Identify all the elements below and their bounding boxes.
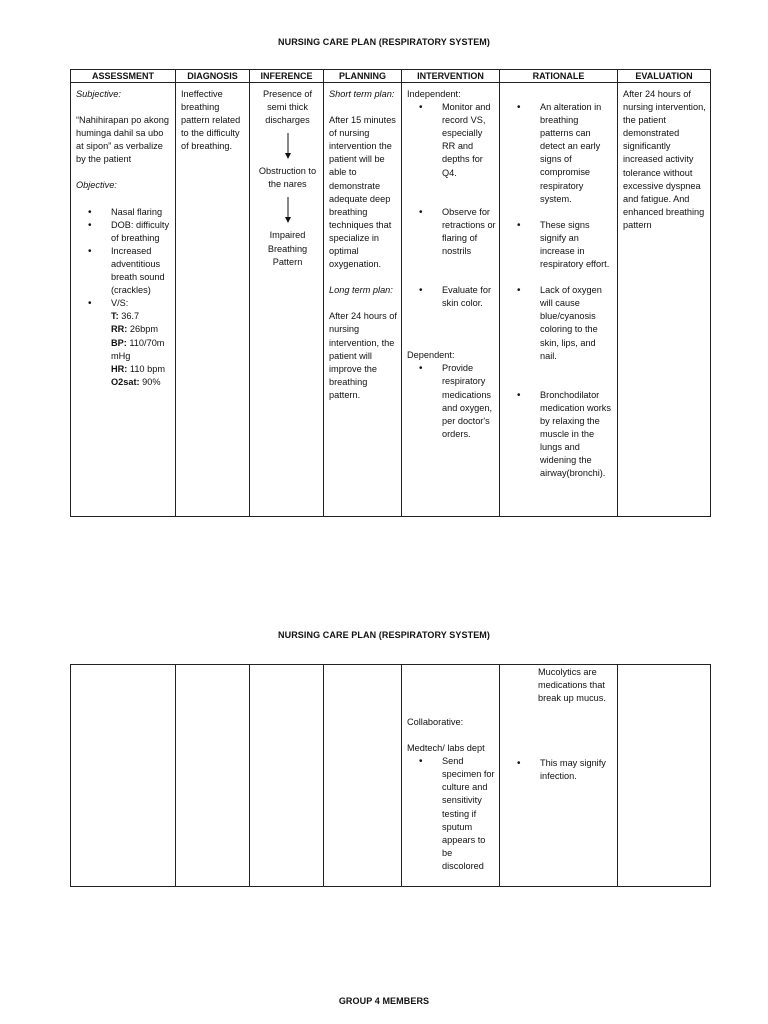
long-term-label: Long term plan: <box>329 285 393 296</box>
long-term-text: After 24 hours of nursing intervention, the patient will improve the breathing pattern. <box>329 311 397 400</box>
inference-step: Obstruction to the nares <box>258 166 317 190</box>
list-item: • These signs signify an increase in respiratory effort. <box>505 219 614 271</box>
rationale-list <box>505 101 614 206</box>
evaluation-text: After 24 hours of nursing intervention, the patient demonstrated significantly increased activity tolerance without excessive dyspnea and fatigue. And enhanced breathing pattern <box>623 89 706 230</box>
collaborative-label: Collaborative: <box>407 717 464 727</box>
department-label: Medtech/ labs dept <box>407 743 485 754</box>
vital-signs-label: V/S: <box>111 298 129 309</box>
list-item: • Bronchodilator medication works by relaxing the muscle in the lungs and widening the airway(bronchi). <box>505 389 614 481</box>
inference-step: Impaired Breathing Pattern <box>267 230 308 267</box>
header-inference: INFERENCE <box>250 70 324 83</box>
header-diagnosis: DIAGNOSIS <box>176 70 250 83</box>
diagnosis-cell <box>176 665 250 887</box>
objective-list <box>76 206 172 389</box>
page-title: NURSING CARE PLAN (RESPIRATORY SYSTEM) <box>278 37 490 47</box>
list-item: • An alteration in breathing patterns can detect an early signs of compromise respiratory system. <box>505 101 614 206</box>
arrow-down-icon <box>283 133 293 159</box>
patient-quote: “Nahihirapan po akong huminga dahil sa ubo at sipon” as verbalize by the patient <box>76 115 169 165</box>
diagnosis-text: Ineffective breathing pattern related to the difficulty of breathing. <box>181 89 241 152</box>
assessment-cell <box>71 665 176 887</box>
intervention-cell <box>402 665 500 887</box>
subjective-label: Subjective: <box>76 89 121 99</box>
list-item: • This may signify infection. <box>505 757 614 783</box>
care-plan-table-2 <box>70 664 711 887</box>
short-term-label: Short term plan: <box>329 89 395 99</box>
header-rationale: RATIONALE <box>500 70 618 83</box>
vital-rr: RR: 26bpm <box>111 324 158 335</box>
list-item <box>76 297 172 389</box>
header-intervention: INTERVENTION <box>402 70 500 83</box>
list-item: • DOB: difficulty of breathing <box>76 219 172 245</box>
short-term-text: After 15 minutes of nursing intervention the patient will be able to demonstrate adequate deep breathing techniques that specialize in optimal oxygenation. <box>329 115 396 270</box>
independent-list <box>407 101 496 180</box>
vital-bp: BP: 110/70mmHg <box>111 337 165 361</box>
diagnosis-cell <box>176 83 250 517</box>
list-item: • Provide respiratory medications and oxygen, per doctor's orders. <box>407 362 496 441</box>
header-assessment: ASSESSMENT <box>71 70 176 83</box>
footer-heading: GROUP 4 MEMBERS <box>338 996 430 1006</box>
list-item: • Lack of oxygen will cause blue/cyanosis coloring to the skin, lips, and nail. <box>505 284 614 363</box>
list-item: • Increased adventitious breath sound (crackles) <box>76 245 172 297</box>
dependent-label: Dependent: <box>407 350 455 361</box>
vital-o2sat: O2sat: 90% <box>111 376 161 387</box>
inference-cell <box>250 83 324 517</box>
list-item: • Nasal flaring <box>76 206 172 219</box>
table-row <box>71 83 711 517</box>
arrow-down-icon <box>283 197 293 223</box>
independent-list-3 <box>407 284 496 310</box>
header-row <box>71 70 711 83</box>
objective-label: Objective: <box>76 180 117 191</box>
list-item: • Send specimen for culture and sensitivity testing if sputum appears to be discolored <box>407 755 496 873</box>
rationale-list-3 <box>505 284 614 363</box>
vital-hr: HR: 110 bpm <box>111 363 165 374</box>
header-planning: PLANNING <box>324 70 402 83</box>
list-item: • Evaluate for skin color. <box>407 284 496 310</box>
inference-cell <box>250 665 324 887</box>
rationale-list-4 <box>505 389 614 481</box>
planning-cell <box>324 665 402 887</box>
intervention-cell <box>402 83 500 517</box>
collaborative-list <box>407 755 496 873</box>
rationale-cell <box>500 83 618 517</box>
independent-label: Independent: <box>407 89 461 99</box>
evaluation-cell <box>618 665 711 887</box>
care-plan-table <box>70 69 711 517</box>
planning-cell <box>324 83 402 517</box>
vital-temp: T: 36.7 <box>111 311 140 322</box>
rationale-cell <box>500 665 618 887</box>
rationale-text: Mucolytics are medications that break up mucus. <box>538 667 606 704</box>
inference-step: Presence of semi thick discharges <box>262 89 313 126</box>
independent-list-2 <box>407 206 496 258</box>
table-row <box>71 665 711 887</box>
dependent-list <box>407 362 496 441</box>
evaluation-cell <box>618 83 711 517</box>
rationale-list <box>505 757 614 783</box>
header-evaluation: EVALUATION <box>618 70 711 83</box>
page-title-2: NURSING CARE PLAN (RESPIRATORY SYSTEM) <box>278 630 490 640</box>
list-item: • Monitor and record VS, especially RR and depths for Q4. <box>407 101 496 180</box>
assessment-cell <box>71 83 176 517</box>
list-item: • Observe for retractions or flaring of nostrils <box>407 206 496 258</box>
rationale-list-2 <box>505 219 614 271</box>
